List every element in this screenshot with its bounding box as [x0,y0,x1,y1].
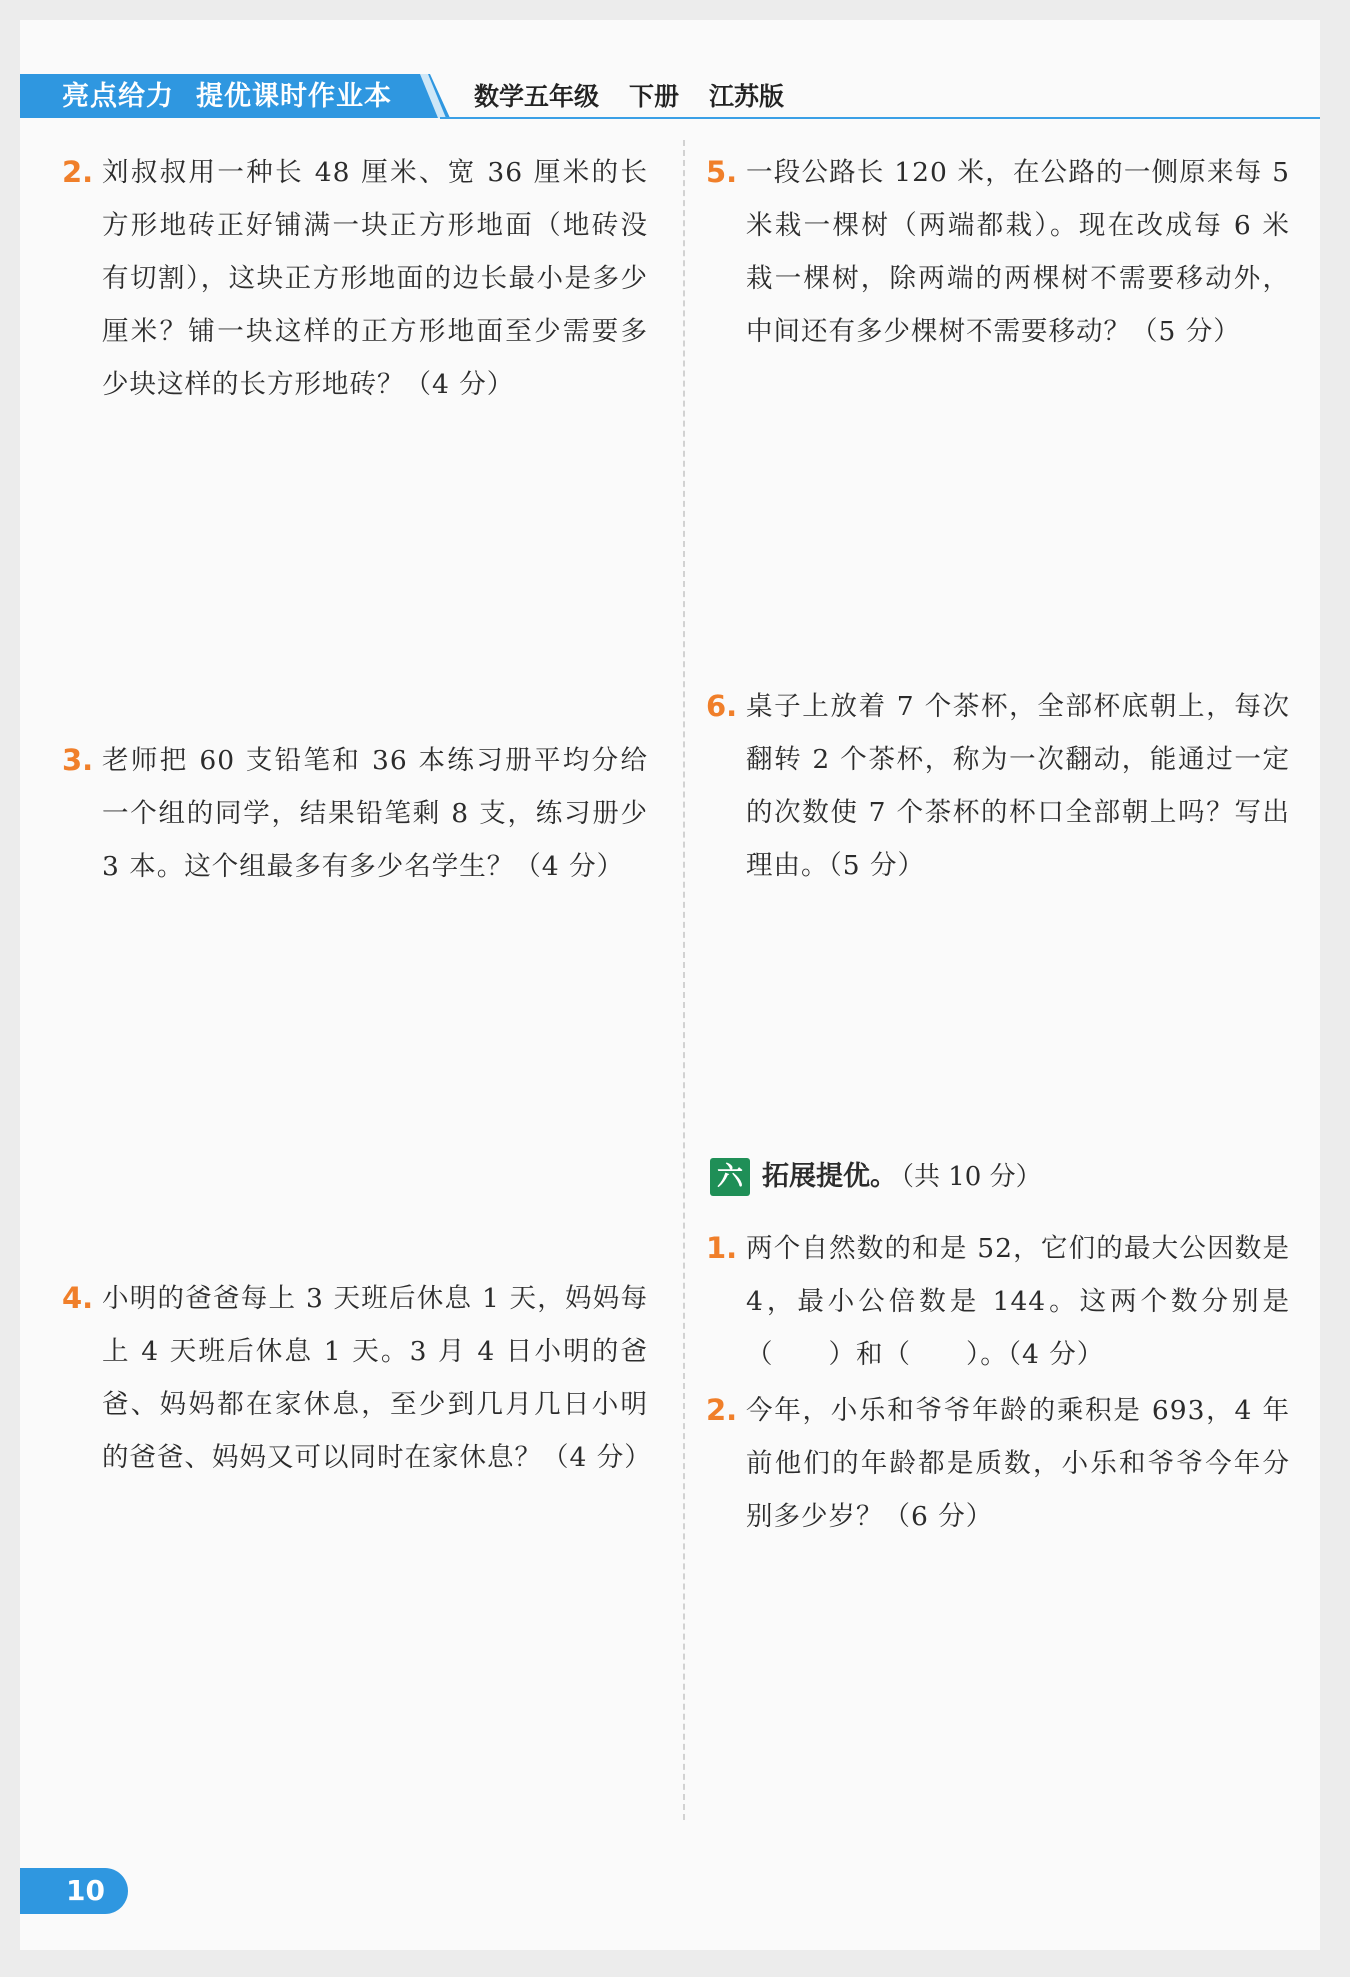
brand-title [62,80,392,114]
section-six-question-2 [706,1384,1290,1543]
section-badge: 六 [710,1158,750,1196]
edition-label: 江苏版 [709,82,785,111]
question-6 [706,680,1290,892]
question-3 [62,734,648,893]
question-number: 6. [706,689,738,723]
header-rule [440,117,1320,119]
section-score: （共 10 分） [901,1161,1042,1192]
section-six-question-1 [706,1222,1290,1381]
question-text: 小明的爸爸每上 3 天班后休息 1 天，妈妈每上 4 天班后休息 1 天。3 月 4 日小明的爸爸、妈妈都在家休息，至少到几月几日小明的爸爸、妈妈又可以同时在家休息？（4 分） [102,1283,652,1473]
brand-name: 亮点给力 [62,81,174,112]
question-number: 4. [62,1281,94,1315]
book-info [474,80,814,114]
question-number: 2. [62,155,94,189]
question-2 [62,146,648,411]
question-text: 一段公路长 120 米，在公路的一侧原来每 5 米栽一棵树（两端都栽）。现在改成每 6 米栽一棵树，除两端的两棵树不需要移动外，中间还有多少棵树不需要移动？（5 分） [746,157,1290,347]
subject-label: 数学五年级 [474,82,600,111]
question-text: 老师把 60 支铅笔和 36 本练习册平均分给一个组的同学，结果铅笔剩 8 支，练习册少 3 本。这个组最多有多少名学生？（4 分） [102,745,648,882]
question-text: 桌子上放着 7 个茶杯，全部杯底朝上，每次翻转 2 个茶杯，称为一次翻动，能通过一定的次数使 7 个茶杯的杯口全部朝上吗？写出理由。（5 分） [746,691,1290,881]
section-six-title [710,1155,1042,1197]
question-5 [706,146,1290,358]
page-number: 10 [20,1868,128,1914]
question-number: 3. [62,743,94,777]
column-divider [683,140,685,1820]
question-text: 今年，小乐和爷爷年龄的乘积是 693，4 年前他们的年龄都是质数，小乐和爷爷今年分别多少岁？（6 分） [746,1395,1290,1532]
section-heading: 拓展提优。 [762,1160,897,1192]
question-text: 两个自然数的和是 52，它们的最大公因数是 4，最小公倍数是 144。这两个数分别是（ ）和（ ）。（4 分） [746,1233,1290,1370]
question-text: 刘叔叔用一种长 48 厘米、宽 36 厘米的长方形地砖正好铺满一块正方形地面（地砖没有切割），这块正方形地面的边长最小是多少厘米？铺一块这样的正方形地面至少需要多少块这样的长方形地砖？（4 分） [102,157,648,400]
question-number: 5. [706,155,738,189]
question-number: 2. [706,1393,738,1427]
question-4 [62,1272,652,1484]
volume-label: 下册 [629,82,680,111]
question-number: 1. [706,1231,738,1265]
brand-series: 提优课时作业本 [196,81,392,112]
